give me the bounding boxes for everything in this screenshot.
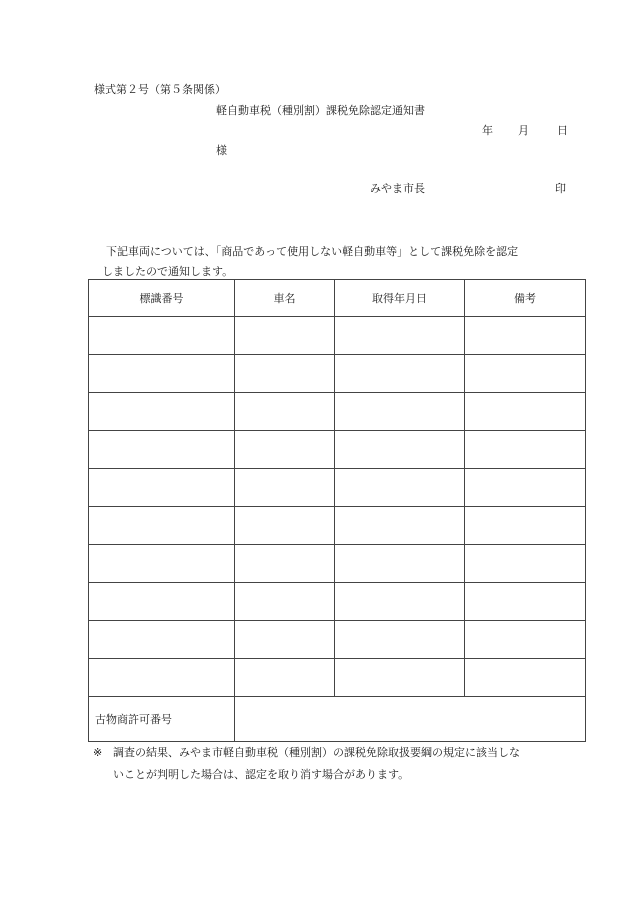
table-cell [235, 431, 335, 469]
table-row [89, 469, 586, 507]
notice-body [92, 242, 582, 282]
table-cell [465, 317, 586, 355]
date-month-label: 月 [518, 124, 529, 137]
table-cell [465, 621, 586, 659]
table-cell [465, 583, 586, 621]
table-cell [235, 469, 335, 507]
table-row [89, 583, 586, 621]
permit-number-value [235, 697, 586, 742]
table-cell [235, 355, 335, 393]
footnote-line-1: 調査の結果、みやま市軽自動車税（種別割）の課税免除取扱要綱の規定に該当しな [113, 746, 520, 759]
table-cell [335, 469, 465, 507]
footnote-line-2: いことが判明した場合は、認定を取り消す場合があります。 [113, 768, 410, 781]
footnote [93, 742, 583, 786]
table-cell [89, 583, 235, 621]
table-row [89, 431, 586, 469]
table-cell [335, 659, 465, 697]
table-cell [235, 583, 335, 621]
permit-number-label: 古物商許可番号 [89, 697, 235, 742]
table-cell [335, 317, 465, 355]
table-cell [465, 659, 586, 697]
table-cell [335, 507, 465, 545]
footnote-mark: ※ [93, 746, 103, 759]
table-cell [89, 545, 235, 583]
table-cell [235, 545, 335, 583]
table-cell [335, 621, 465, 659]
table-cell [335, 583, 465, 621]
header-remarks: 備考 [465, 280, 586, 317]
table-row [89, 545, 586, 583]
document-title: 軽自動車税（種別割）課税免除認定通知書 [216, 104, 425, 117]
table-cell [335, 431, 465, 469]
form-number: 様式第２号（第５条関係） [94, 83, 226, 96]
table-cell [235, 621, 335, 659]
table-cell [465, 355, 586, 393]
issuer-name: みやま市長 [370, 182, 425, 195]
table-cell [89, 431, 235, 469]
table-cell [335, 393, 465, 431]
table-cell [89, 355, 235, 393]
table-cell [89, 393, 235, 431]
table-cell [235, 659, 335, 697]
table-cell [465, 507, 586, 545]
table-cell [235, 317, 335, 355]
table-row [89, 659, 586, 697]
table-cell [335, 355, 465, 393]
table-row [89, 507, 586, 545]
table-cell [335, 545, 465, 583]
header-plate-number: 標識番号 [89, 280, 235, 317]
table-cell [89, 507, 235, 545]
permit-row [89, 697, 586, 742]
table-cell [235, 393, 335, 431]
table-row [89, 355, 586, 393]
date-year-label: 年 [482, 124, 493, 137]
table-row [89, 317, 586, 355]
table-cell [465, 545, 586, 583]
header-vehicle-name: 車名 [235, 280, 335, 317]
table-cell [89, 469, 235, 507]
table-row [89, 393, 586, 431]
table-cell [465, 469, 586, 507]
table-cell [89, 621, 235, 659]
header-acquisition-date: 取得年月日 [335, 280, 465, 317]
seal-mark: 印 [555, 182, 566, 195]
notice-body-line-2: しましたので通知します。 [102, 265, 234, 278]
table-cell [235, 507, 335, 545]
date-day-label: 日 [557, 124, 568, 137]
vehicle-table [88, 279, 586, 742]
table-cell [89, 317, 235, 355]
table-cell [465, 393, 586, 431]
table-cell [89, 659, 235, 697]
notice-body-line-1: 下記車両については、「商品であって使用しない軽自動車等」として課税免除を認定 [106, 245, 519, 258]
addressee-suffix: 様 [216, 144, 227, 157]
table-cell [465, 431, 586, 469]
table-header-row [89, 280, 586, 317]
table-row [89, 621, 586, 659]
